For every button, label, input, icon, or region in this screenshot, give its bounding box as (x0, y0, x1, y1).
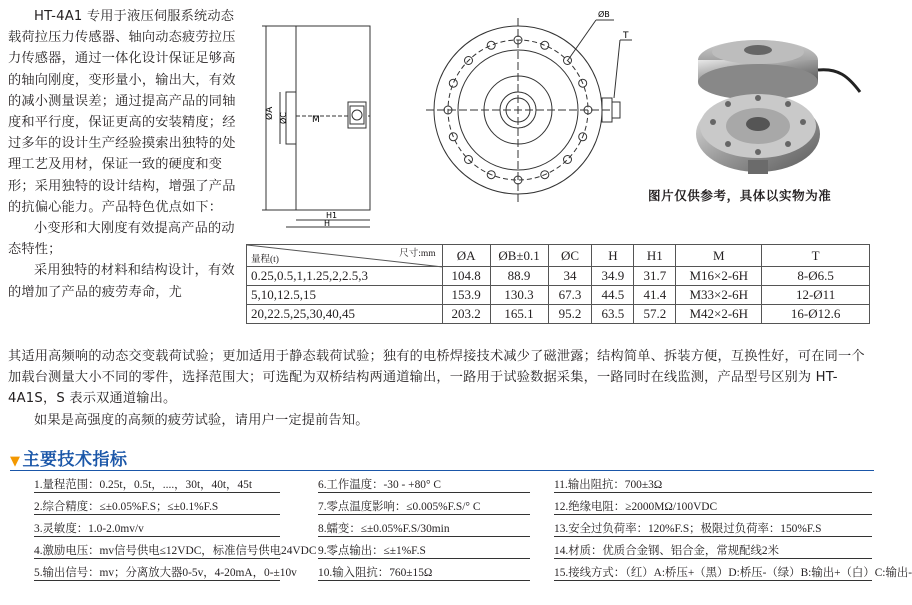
spec-item: 13.安全过负荷率：120%F.S；极限过负荷率：150%F.S (554, 522, 872, 537)
table-cell: 153.9 (442, 286, 490, 305)
table-cell: 0.25,0.5,1,1.25,2,2.5,3 (247, 267, 443, 286)
table-cell: 34 (548, 267, 592, 286)
spec-item: 12.绝缘电阻：≥2000MΩ/100VDC (554, 500, 872, 515)
dim-label-ob: ØB (598, 10, 610, 19)
intro-text (8, 6, 236, 303)
table-cell: 165.1 (490, 305, 548, 324)
col-header: ØA (442, 245, 490, 267)
intro-paragraph-1: HT-4A1 专用于液压伺服系统动态载荷拉压力传感器、轴向动态疲劳拉压力传感器，通过一体化设计保证足够高的轴向刚度，变形量小，输出大，有效的减小测量误差；通过提高产品的同轴度和平行度，保证更高的安装精度；经过多年的设计生产经验摸索出独特的处理工艺及用材，保证一致的硬度和变形；采用独特的设计结构，增强了产品的抗偏心能力。产品特色优点如下： (8, 9, 236, 215)
table-corner-cell (247, 245, 443, 267)
intro-text-wide (8, 346, 874, 431)
table-cell: 20,22.5,25,30,40,45 (247, 305, 443, 324)
table-header-row (247, 245, 870, 267)
specs-heading (10, 445, 128, 470)
intro-paragraph-2: 小变形和大刚度有效提高产品的动态特性； (8, 221, 235, 258)
table-cell: 95.2 (548, 305, 592, 324)
spec-item: 5.输出信号：mv；分离放大器0-5v，4-20mA，0-±10v (34, 567, 297, 579)
spec-item: 9.零点输出：≤±1%F.S (318, 544, 530, 559)
col-header: ØC (548, 245, 592, 267)
specs-heading-text: 主要技术指标 (22, 450, 128, 470)
triangle-icon: ▼ (10, 454, 21, 469)
corner-unit-label: 尺寸:mm (399, 249, 436, 259)
spec-item: 10.输入阻抗：760±15Ω (318, 566, 530, 581)
spec-item: 1.量程范围：0.25t，0.5t，....，30t，40t，45t (34, 478, 280, 493)
spec-item: 15.接线方式：（红）A:桥压+（黑）D:桥压-（绿）B:输出+（白）C:输出- (554, 567, 912, 579)
table-cell: 41.4 (634, 286, 676, 305)
table-row (247, 286, 870, 305)
spec-item: 3.灵敏度：1.0-2.0mv/v (34, 522, 280, 537)
corner-range-label: 量程(t) (251, 255, 279, 265)
side-view-drawing (262, 20, 394, 230)
intro-paragraph-3-continued: 其适用高频响的动态交变载荷试验；更加适用于静态载荷试验；独有的电桥焊接技术减少了磁泄露；结构简单、拆装方便，互换性好，可在同一个加载台测量大小不同的零件，选择范围大；可选配为双桥结构两通道输出，一路用于试验数据采集，一路同时在线监测，产品型号区别为 HT-4A1S，S 表示双通道输出。 (8, 349, 865, 407)
table-cell: 63.5 (592, 305, 634, 324)
table-cell: 16-Ø12.6 (762, 305, 870, 324)
table-row (247, 305, 870, 324)
col-header: T (762, 245, 870, 267)
intro-paragraph-3: 采用独特的材料和结构设计，有效的增加了产品的疲劳寿命，尤 (8, 263, 235, 300)
table-cell: 12-Ø11 (762, 286, 870, 305)
table-cell: 104.8 (442, 267, 490, 286)
product-photo (678, 22, 863, 182)
dim-label-h: H (324, 219, 331, 228)
spec-item: 14.材质：优质合金钢、铝合金，常规配线2米 (554, 544, 872, 559)
specs-divider (10, 470, 874, 471)
table-cell: 88.9 (490, 267, 548, 286)
table-cell: M42×2-6H (676, 305, 762, 324)
col-header: ØB±0.1 (490, 245, 548, 267)
table-cell: 57.2 (634, 305, 676, 324)
table-cell: 31.7 (634, 267, 676, 286)
table-cell: M16×2-6H (676, 267, 762, 286)
spec-item: 7.零点温度影响：≤0.005%F.S/° C (318, 500, 530, 515)
spec-item: 6.工作温度：-30 - +80° C (318, 478, 530, 493)
col-header: H (592, 245, 634, 267)
spec-item: 4.激励电压：mv信号供电≤12VDC，标准信号供电24VDC (34, 545, 317, 557)
table-cell: 8-Ø6.5 (762, 267, 870, 286)
table-cell: 5,10,12.5,15 (247, 286, 443, 305)
dim-label-m: M (312, 115, 320, 125)
dim-label-h1: H1 (326, 211, 338, 220)
top-view-drawing (418, 6, 644, 216)
table-cell: M33×2-6H (676, 286, 762, 305)
dim-label-oa: ØA (265, 106, 275, 120)
col-header: H1 (634, 245, 676, 267)
table-cell: 130.3 (490, 286, 548, 305)
dim-label-t: T (623, 31, 629, 41)
intro-paragraph-4: 如果是高强度的高频的疲劳试验，请用户一定提前告知。 (34, 412, 369, 428)
col-header: M (676, 245, 762, 267)
spec-item: 8.蠕变：≤±0.05%F.S/30min (318, 522, 530, 537)
table-cell: 44.5 (592, 286, 634, 305)
table-cell: 67.3 (548, 286, 592, 305)
table-cell: 203.2 (442, 305, 490, 324)
dimension-table (246, 244, 870, 324)
spec-item: 11.输出阻抗：700±3Ω (554, 478, 872, 493)
photo-caption: 图片仅供参考，具体以实物为准 (648, 188, 832, 203)
spec-item: 2.综合精度：≤±0.05%F.S；≤±0.1%F.S (34, 500, 280, 515)
dim-label-oc: ØC (279, 112, 288, 124)
table-row (247, 267, 870, 286)
table-cell: 34.9 (592, 267, 634, 286)
